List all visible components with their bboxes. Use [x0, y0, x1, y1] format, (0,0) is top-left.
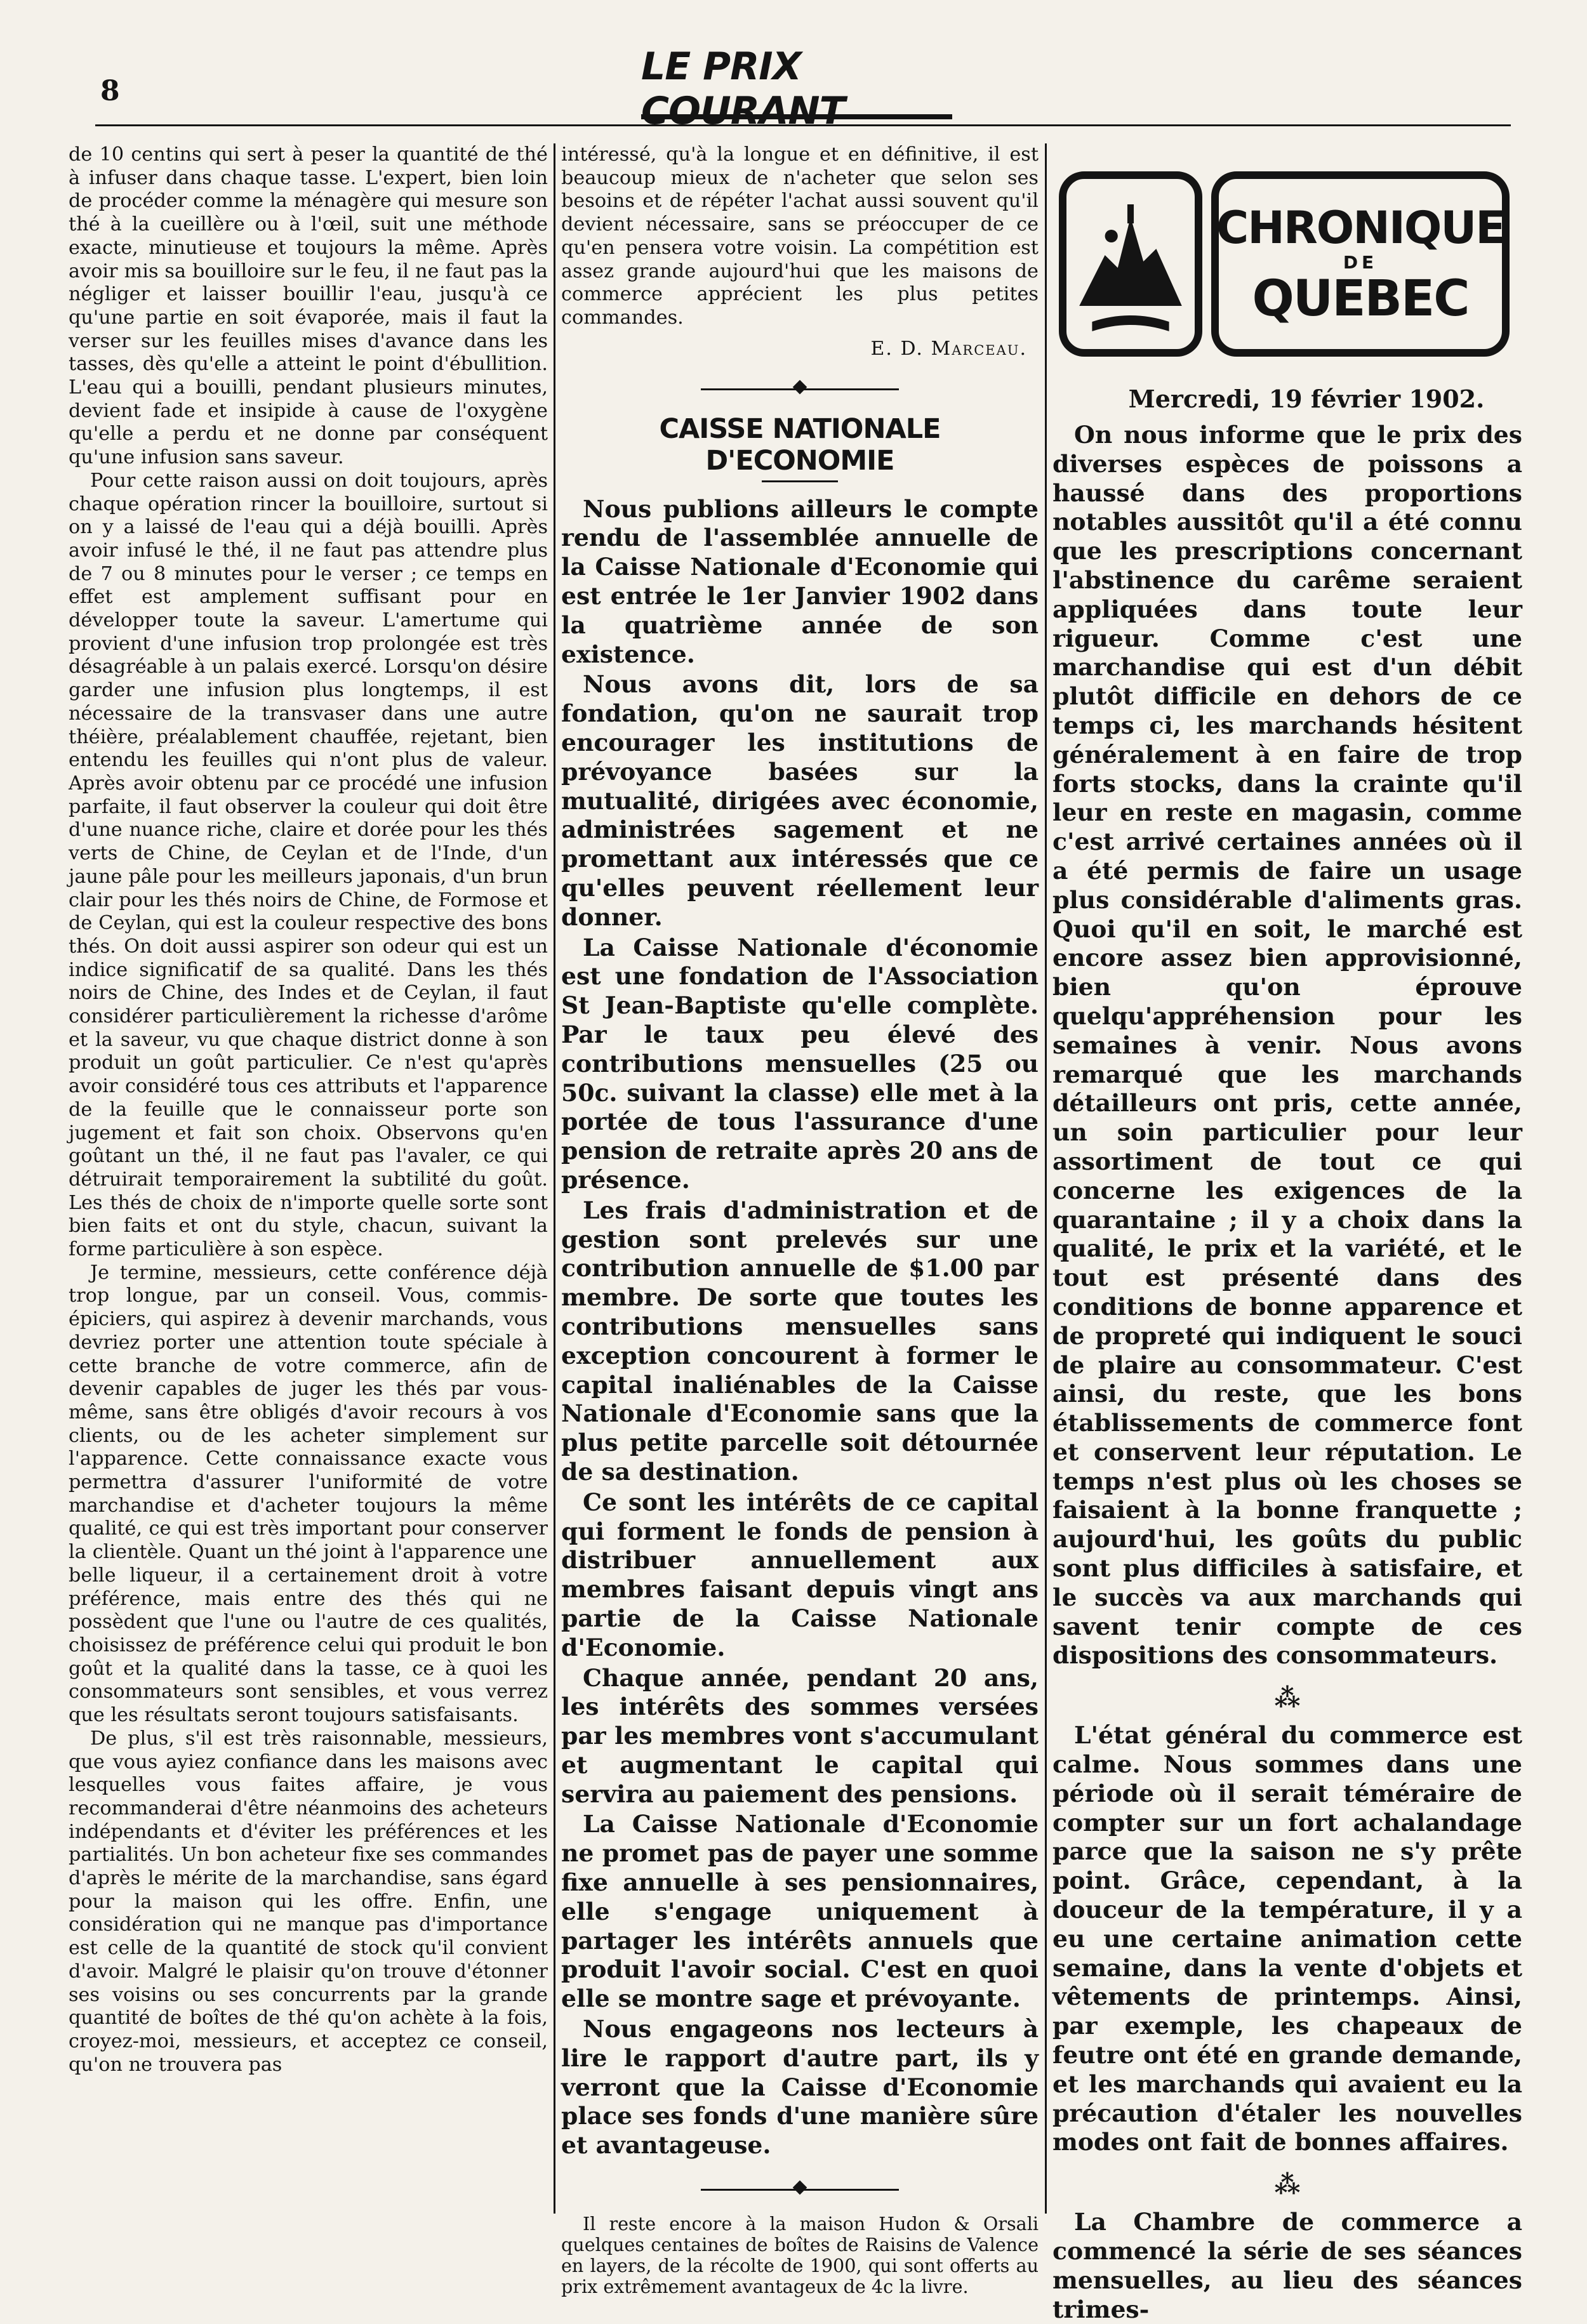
city-emblem-icon	[1059, 171, 1202, 357]
paragraph: La Caisse Nationale d'économie est une fondation de l'Association St Jean-Baptiste qu'elle complète. Par le taux peu élevé des contributions mensuelles (25 ou 50c. suivant la classe) elle met à la portée de tous l'assurance d'une pension de retraite après 20 ans de présence.	[561, 933, 1039, 1194]
paragraph: Je termine, messieurs, cette conférence déjà trop longue, par un conseil. Vous, commis-épiciers, qui aspirez à devenir marchands, vous devriez porter une attention toute spéciale à cette branche de votre commerce, afin de devenir capables de juger les thés par vous-même, sans être obligés d'avoir recours à vos clients, ou de les acheter simplement sur l'apparence. Cette connaissance exacte vous permettra d'assurer l'uniformité de votre marchandise et d'acheter toujours la même qualité, ce qui est très important pour conserver la clientèle. Quant un thé joint à l'apparence une belle liqueur, il a certainement droit à votre préférence, mais entre des thés qui ne possèdent que l'une ou l'autre de ces qualités, choisissez de préférence celui qui produit le bon goût et la qualité dans la tasse, ce à quoi les consommateurs sont sensibles, et vous verrez que les résultats seront toujours satisfaisants.	[69, 1261, 548, 1727]
paragraph: La Chambre de commerce a commencé la série de ses séances mensuelles, au lieu des séances trimes-	[1052, 2208, 1522, 2323]
notice-text: Il reste encore à la maison Hudon & Orsali quelques centaines de boîtes de Raisins de Valence en layers, de la récolte de 1900, qui sont offerts au prix extrêmement avantageux de 4c la livre.	[561, 2213, 1039, 2298]
column-divider	[554, 143, 555, 2214]
logo-line: QUEBEC	[1252, 270, 1469, 327]
paragraph: Chaque année, pendant 20 ans, les intérêts des sommes versées par les membres vont s'accumulant et augmentant le capital qui servira au paiement des pensions.	[561, 1663, 1039, 1808]
paragraph: intéressé, qu'à la longue et en définitive, il est beaucoup mieux de n'acheter que selon ses besoins et de répéter l'achat aussi souvent qu'il devient nécessaire, sans se préoccuper de ce qu'en pensera votre voisin. La compétition est assez grande aujourd'hui que les maisons de commerce apprécient les plus petites commandes.	[561, 143, 1039, 329]
chronique-logo	[1059, 165, 1517, 372]
section-separator	[561, 376, 1039, 402]
column-divider	[1045, 143, 1047, 2214]
paragraph: Nous engageons nos lecteurs à lire le rapport d'autre part, ils y verront que la Caisse d'Economie place ses fonds d'une manière sûre et avantageuse.	[561, 2015, 1039, 2160]
paragraph: La Caisse Nationale d'Economie ne promet pas de payer une somme fixe annuelle à ses pensionnaires, elle s'engage uniquement à partager les intérêts annuels que produit l'avoir social. C'est en quoi elle se montre sage et prévoyante.	[561, 1810, 1039, 2013]
paragraph: Nous publions ailleurs le compte rendu de l'assemblée annuelle de la Caisse Nationale d'Economie qui est entrée le 1er Janvier 1902 dans la quatrième année de son existence.	[561, 494, 1039, 668]
masthead-logo: LE PRIX COURANT	[641, 63, 952, 119]
chronique-title	[1211, 171, 1510, 357]
author-signature: E. D. Marceau.	[870, 337, 1027, 360]
paragraph: De plus, s'il est très raisonnable, messieurs, que vous ayiez confiance dans les maisons avec lesquelles vous faites affaire, je vous recommanderai d'être néanmoins des acheteurs indépendants et d'éviter les préférences et les partialités. Un bon acheteur fixe ses commandes d'après le mérite de la marchandise, sans égard pour la maison qui les offre. Enfin, une considération qui ne manque pas d'importance est celle de la quantité de stock qu'il convient d'avoir. Malgré le plaisir qu'on trouve d'étonner ses voisins ou ses concurrents par la grande quantité de boîtes de thé qu'on achète à la fois, croyez-moi, messieurs, et acceptez ce conseil, qu'on ne trouvera pas	[69, 1727, 548, 2076]
paragraph: Ce sont les intérêts de ce capital qui forment le fonds de pension à distribuer annuellement aux membres faisant depuis vingt ans partie de la Caisse Nationale d'Economie.	[561, 1488, 1039, 1661]
section-title: CAISSE NATIONALE D'ECONOMIE	[659, 413, 941, 477]
column-caisse-nationale	[561, 143, 1039, 2298]
section-separator	[561, 2177, 1039, 2202]
paragraph: de 10 centins qui sert à peser la quantité de thé à infuser dans chaque tasse. L'expert, bien loin de procéder comme la ménagère qui mesure son thé à la cueillère ou à l'œil, suit une méthode exacte, minutieuse et toujours la même. Après avoir mis sa bouilloire sur le feu, il ne faut pas la négliger et laisser bouillir l'eau, jusqu'à ce qu'une partie en soit évaporée, mais il faut la verser sur les feuilles mises d'avance dans les tasses, dès qu'elle a atteint le point d'ébullition. L'eau qui a bouilli, pendant plusieurs minutes, devient fade et insipide à cause de l'oxygène qu'elle a perdu et ne donne par conséquent qu'une infusion sans saveur.	[69, 143, 548, 469]
column-tea-article	[69, 143, 548, 2209]
paragraph: On nous informe que le prix des diverses espèces de poissons a haussé dans des proportions notables aussitôt qu'il a été connu que les prescriptions concernant l'abstinence du carême seraient appliquées dans toute leur rigueur. Comme c'est une marchandise qui est d'un débit plutôt difficile en dehors de ce temps ci, les marchands hésitent généralement à en faire de trop forts stocks, dans la crainte qu'il leur en reste en magasin, comme c'est arrivé certaines années où il a été permis de faire un usage plus considérable d'aliments gras. Quoi qu'il en soit, le marché est encore assez bien approvisionné, bien qu'on éprouve quelqu'appréhension pour les semaines à venir. Nous avons remarqué que les marchands détailleurs ont pris, cette année, un soin particulier pour leur assortiment de tout ce qui concerne les exigences de la quarantaine ; il y a choix dans la qualité, le prix et la variété, et le tout est présenté dans des conditions de bonne apparence et de propreté qui indiquent le souci de plaire au consommateur. C'est ainsi, du reste, que les bons établissements de commerce font et conservent leur réputation. Le temps n'est plus où les choses se faisaient à la bonne franquette ; aujourd'hui, les goûts du public sont plus difficiles à satisfaire, et le succès va aux marchands qui savent tenir compte de ces dispositions des consommateurs.	[1052, 421, 1522, 1670]
notice-box	[561, 2214, 1039, 2297]
paragraph: Les frais d'administration et de gestion sont prelevés sur une contribution annuelle de $1.00 par membre. De sorte que toutes les contributions mensuelles sans exception concourent à former le capital inaliénables de la Caisse Nationale d'Economie sans que la plus petite parcelle soit détournée de sa destination.	[561, 1196, 1039, 1486]
logo-line: DE	[1343, 252, 1378, 273]
paragraph: Nous avons dit, lors de sa fondation, qu'on ne saurait trop encourager les institutions de prévoyance basées sur la mutualité, dirigées avec économie, administrées sagement et ne promettant aux intéressés que ce qu'elles peuvent réellement leur donner.	[561, 670, 1039, 931]
page-number: 8	[100, 75, 120, 107]
paragraph: Pour cette raison aussi on doit toujours, après chaque opération rincer la bouilloire, surtout si on y a laissé de l'eau qui a déjà bouilli. Après avoir infusé le thé, il ne faut pas attendre plus de 7 ou 8 minutes pour le verser ; ce temps en effet est amplement suffisant pour en développer toute la saveur. L'amertume qui provient d'une infusion trop prolongée est très désagréable à un palais exercé. Lorsqu'on désire garder une infusion plus longtemps, il est nécessaire de la transvaser dans une autre théière, préalablement chauffée, rejetant, bien entendu les feuilles qui n'ont plus de valeur. Après avoir obtenu par ce procédé une infusion parfaite, il faut observer la couleur qui doit être d'une nuance riche, claire et dorée pour les thés verts de Chine, de Ceylan et de l'Inde, d'un jaune pâle pour les meilleurs japonais, d'un brun clair pour les thés noirs de Chine, de Formose et de Ceylan, qui est la couleur respective des bons thés. On doit aussi aspirer son odeur qui est un indice significatif de sa qualité. Dans les thés noirs de Chine, des Indes et de Ceylan, il faut considérer particulièrement la richesse d'arôme et la saveur, vu que chaque district donne à son produit un goût particulier. Ce n'est qu'après avoir considéré tous ces attributs et l'apparence de la feuille que le connaisseur porte son jugement et fait son choix. Observons qu'en goûtant un thé, il ne faut pas l'avaler, ce qui détruirait temporairement la subtilité du goût. Les thés de choix de n'importe quelle sorte sont bien faits et ont du style, chacun, suivant la forme particulière à son espèce.	[69, 469, 548, 1261]
header-rule	[95, 124, 1511, 126]
asterism: ⁂	[1274, 2170, 1301, 2200]
logo-line: CHRONIQUE	[1216, 202, 1505, 254]
column-chronique-quebec	[1052, 143, 1522, 2323]
asterism: ⁂	[1274, 1683, 1301, 1713]
dateline: Mercredi, 19 février 1902.	[1128, 385, 1485, 413]
paragraph: L'état général du commerce est calme. Nous sommes dans une période où il serait téméraire de compter sur un fort achalandage parce que la saison ne s'y prête point. Grâce, cependant, à la douceur de la température, il y a eu une certaine animation cette semaine, dans la vente d'objets et vêtements de printemps. Ainsi, par exemple, les chapeaux de feutre ont été en grande demande, et les marchands qui avaient eu la précaution d'étaler les nouvelles modes ont fait de bonnes affaires.	[1052, 1721, 1522, 2156]
title-rule	[762, 480, 838, 482]
